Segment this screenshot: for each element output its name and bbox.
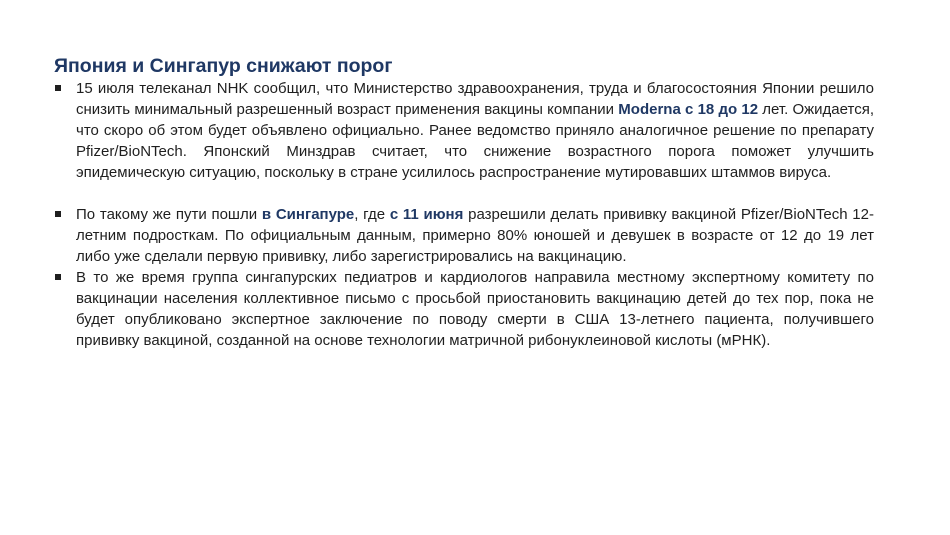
bullet-list: [52, 78, 874, 351]
highlight-text: в Сингапуре: [261, 206, 355, 223]
bullet-item-japan: [52, 78, 874, 183]
bullet-text: , где: [354, 206, 390, 223]
bullet-text: По такому же пути пошли: [76, 206, 262, 223]
square-bullet-icon: [55, 85, 61, 91]
highlight-text: с 11 июня: [389, 206, 464, 223]
bullet-item-pediatricians: [52, 267, 874, 351]
bullet-text: разрешили делать прививку вакциной Pfizer/BioNTech 12-летним подросткам. По официальным данным, примерно 80% юношей и девушек в возрасте от 12 до 19 лет либо уже сделали первую прививку, либо зарегистрировались на вакцинацию.: [76, 206, 874, 265]
bullet-item-singapore: [52, 204, 874, 267]
bullet-text: 15 июля телеканал NHK сообщил, что Министерство здравоохранения, труда и благосостояния Японии решило снизить минимальный разрешенный возраст применения вакцины компании: [76, 80, 874, 118]
highlight-text: Moderna с 18 до 12: [618, 101, 759, 118]
slide-title: Япония и Сингапур снижают порог: [54, 55, 393, 77]
bullet-text: лет. Ожидается, что скоро об этом будет объявлено официально. Ранее ведомство приняло аналогичное решение по препарату Pfizer/BioNTech. Японский Минздрав считает, что снижение возрастного порога поможет улучшить эпидемическую ситуацию, поскольку в стране усилилось распространение мутировавших штаммов вируса.: [76, 101, 874, 181]
square-bullet-icon: [55, 274, 61, 280]
square-bullet-icon: [55, 211, 61, 217]
bullet-text: В то же время группа сингапурских педиатров и кардиологов направила местному экспертному комитету по вакцинации населения коллективное письмо с просьбой приостановить вакцинацию детей до тех пор, пока не будет опубликовано экспертное заключение по поводу смерти в США 13-летнего пациента, получившего прививку вакциной, созданной на основе технологии матричной рибонуклеиновой кислоты (мРНК).: [76, 269, 874, 349]
